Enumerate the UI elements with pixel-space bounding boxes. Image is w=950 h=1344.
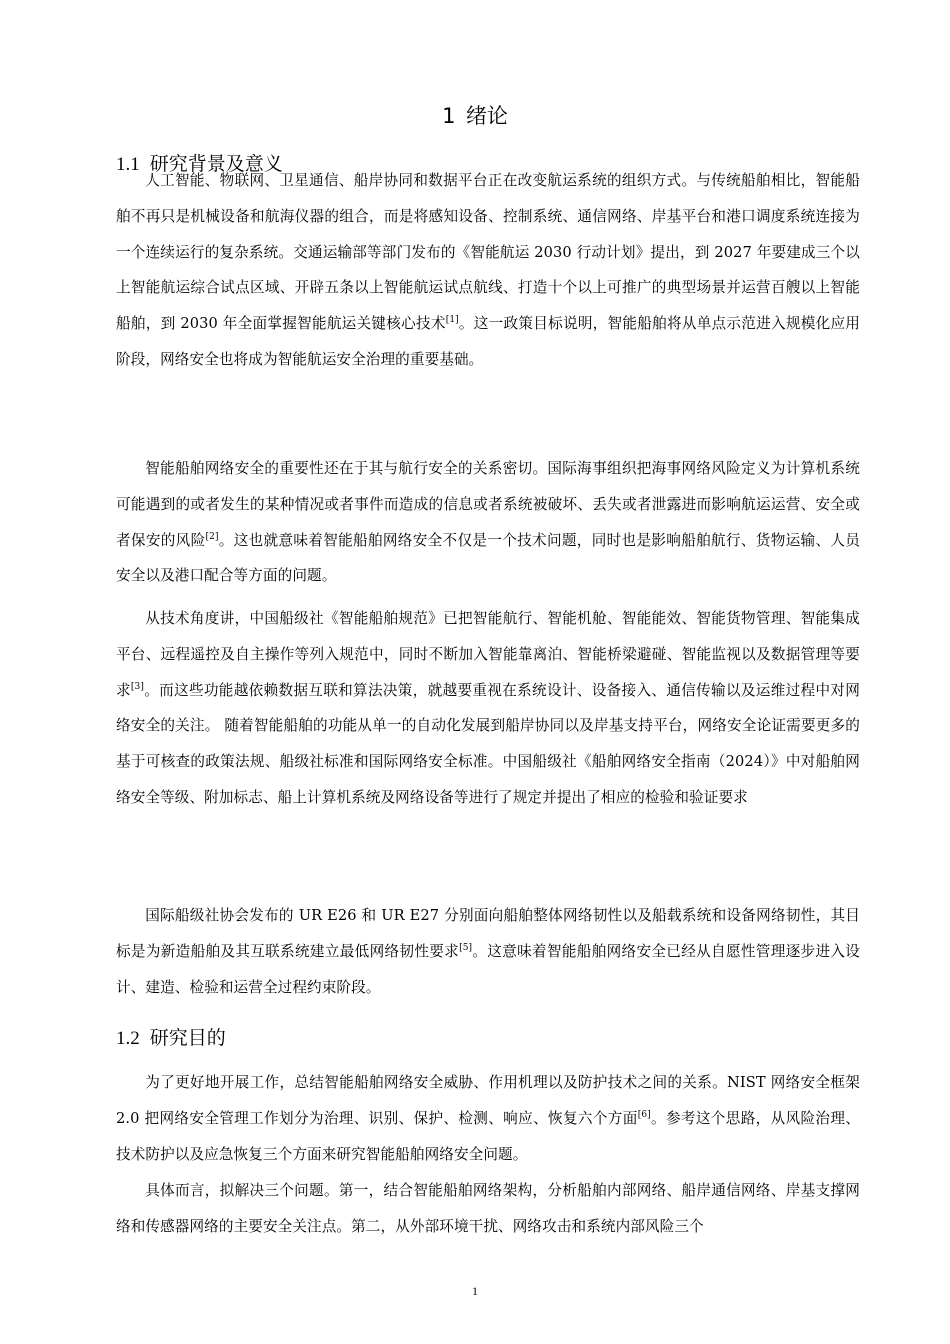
paragraph-background-1 <box>116 163 860 378</box>
paragraph-text: 国际船级社协会发布的 UR E26 和 UR E27 分别面向船舶整体网络韧性以及船载系统和设备网络韧性，其目标是为新造船舶及其互联系统建立最低网络韧性要求 <box>116 907 860 960</box>
chapter-title <box>0 100 950 132</box>
paragraph-purpose-2 <box>116 1173 860 1245</box>
section-title-text: 研究目的 <box>149 1027 226 1049</box>
page-number: 1 <box>472 1284 478 1298</box>
citation-ref: [3] <box>130 681 144 692</box>
paragraph-text: 。参考这个思路，从风险治理、技术防护以及应急恢复三个方面来研究智能船舶网络安全问题。 <box>116 1109 860 1163</box>
paragraph-text: 智能船舶网络安全的重要性还在于其与航行安全的关系密切。国际海事组织把海事网络风险定义为计算机系统可能遇到的或者发生的某种情况或者事件而造成的信息或者系统被破坏、丢失或者泄露进而影响航运运营、安全或者保安的风险 <box>116 460 860 549</box>
paragraph-background-4 <box>116 898 860 1005</box>
paragraph-text: 。这意味着智能船舶网络安全已经从自愿性管理逐步进入设计、建造、检验和运营全过程约束阶段。 <box>116 942 860 996</box>
paragraph-text: 人工智能、物联网、卫星通信、船岸协同和数据平台正在改变航运系统的组织方式。与传统船舶相比，智能船舶不再只是机械设备和航海仪器的组合，而是将感知设备、控制系统、通信网络、岸基平台和港口调度系统连接为一个连续运行的复杂系统。交通运输部等部门发布的《智能航运 2030 行动计划》提出，到 2027 年要建成三个以上智能航运综合试点区域、开辟五条以上智能航运试点航线、打造十个以上可推广的典型场景并运营百艘以上智能船舶，到 2030 年全面掌握智能航运关键核心技术 <box>116 172 860 333</box>
section-heading-1-2 <box>116 1024 226 1053</box>
paragraph-text: 从技术角度讲，中国船级社《智能船舶规范》已把智能航行、智能机舱、智能能效、智能货物管理、智能集成平台、远程遥控及自主操作等列入规范中，同时不断加入智能靠离泊、智能桥梁避碰、智能监视以及数据管理等要求 <box>116 610 860 699</box>
citation-ref: [6] <box>637 1109 651 1120</box>
citation-ref: [5] <box>459 942 473 953</box>
chapter-number: 1 <box>442 104 456 128</box>
paragraph-background-2 <box>116 451 860 594</box>
section-number: 1.1 <box>116 154 140 175</box>
chapter-title-text: 绪论 <box>465 104 508 128</box>
paragraph-text: 。而这些功能越依赖数据互联和算法决策，就越要重视在系统设计、设备接入、通信传输以及运维过程中对网络安全的关注。 随着智能船舶的功能从单一的自动化发展到船岸协同以及岸基支持平台，网络安全论证需要更多的基于可核查的政策法规、船级社标准和国际网络安全标准。中国船级社《船舶网络安全指南（2024）》中对船舶网络安全等级、附加标志、船上计算机系统及网络设备等进行了规定并提出了相应的检验和验证要求 <box>116 681 860 806</box>
section-number: 1.2 <box>116 1028 140 1049</box>
section-title-text: 研究背景及意义 <box>149 153 283 175</box>
paragraph-text: 具体而言，拟解决三个问题。第一，结合智能船舶网络架构，分析船舶内部网络、船岸通信网络、岸基支撑网络和传感器网络的主要安全关注点。第二，从外部环境干扰、网络攻击和系统内部风险三个 <box>116 1182 860 1235</box>
paragraph-text: 为了更好地开展工作，总结智能船舶网络安全威胁、作用机理以及防护技术之间的关系。NIST 网络安全框架 2.0 把网络安全管理工作划分为治理、识别、保护、检测、响应、恢复六个方面 <box>116 1074 860 1127</box>
paragraph-background-3 <box>116 601 860 816</box>
citation-ref: [1] <box>445 315 459 326</box>
paragraph-text: 。这一政策目标说明，智能船舶将从单点示范进入规模化应用阶段，网络安全也将成为智能航运安全治理的重要基础。 <box>116 315 860 368</box>
paragraph-text: 。这也就意味着智能船舶网络安全不仅是一个技术问题，同时也是影响船舶航行、货物运输、人员安全以及港口配合等方面的问题。 <box>116 531 860 585</box>
citation-ref: [2] <box>205 531 219 542</box>
paragraph-purpose-1 <box>116 1065 860 1172</box>
